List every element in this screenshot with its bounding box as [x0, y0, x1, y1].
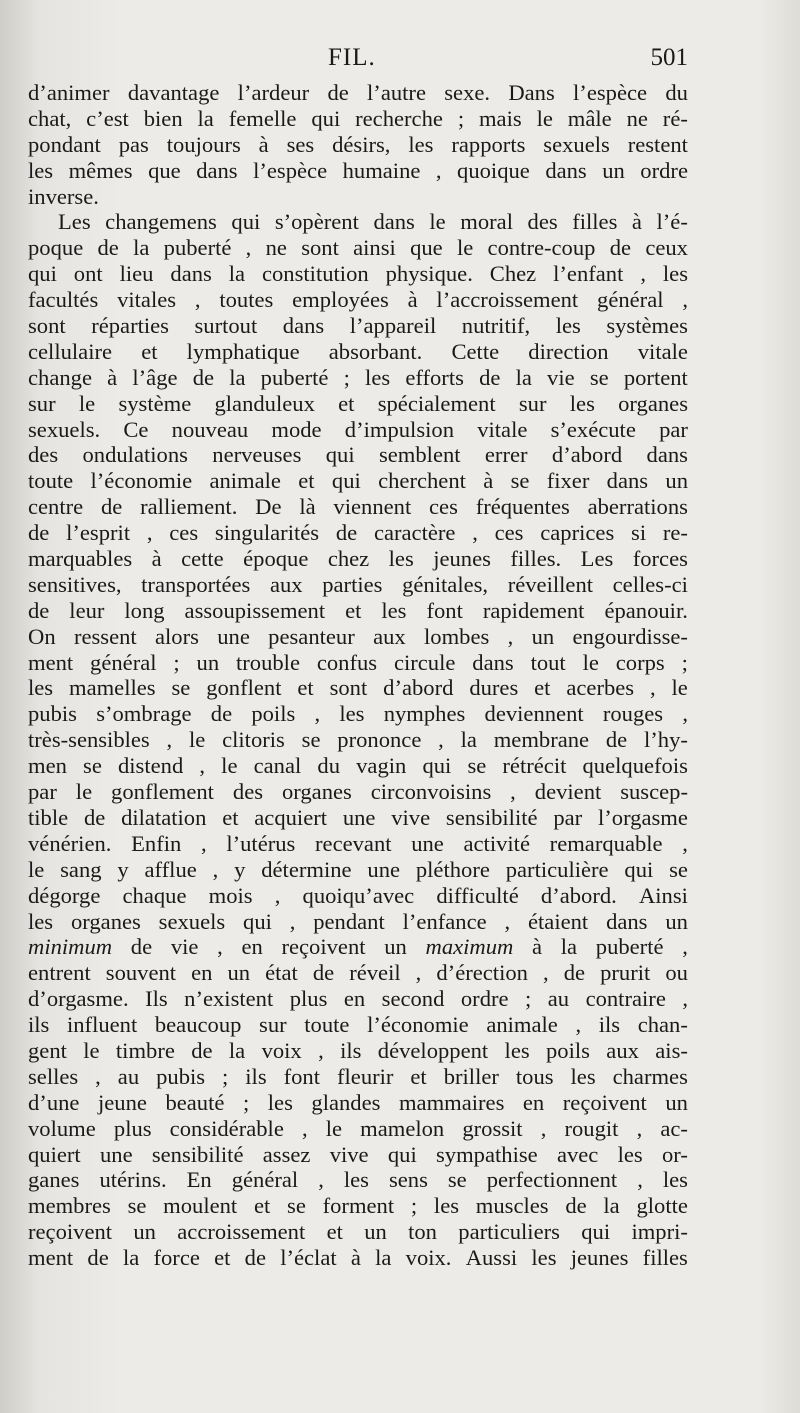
text-line: quiert une sensibilité assez vive qui sympathise avec les or-	[28, 1141, 688, 1167]
text-line: par le gonflement des organes circonvoisins , devient suscep-	[28, 779, 688, 805]
text-line: ment général ; un trouble confus circule dans tout le corps ;	[28, 649, 688, 675]
text-line: chat, c’est bien la femelle qui recherche ; mais le mâle ne ré-	[28, 105, 688, 131]
text-line: membres se moulent et se forment ; les muscles de la glotte	[28, 1193, 688, 1219]
text-line: tible de dilatation et acquiert une vive sensibilité par l’orgasme	[28, 804, 688, 830]
text-line: les mamelles se gonflent et sont d’abord dures et acerbes , le	[28, 675, 688, 701]
text-line: cellulaire et lymphatique absorbant. Cette direction vitale	[28, 338, 688, 364]
text-line: On ressent alors une pesanteur aux lombes , un engourdisse-	[28, 623, 688, 649]
text-line: qui ont lieu dans la constitution physique. Chez l’enfant , les	[28, 261, 688, 287]
body-text	[28, 80, 688, 1271]
text-line: vénérien. Enfin , l’utérus recevant une activité remarquable ,	[28, 830, 688, 856]
text-line: toute l’économie animale et qui cherchent à se fixer dans un	[28, 468, 688, 494]
text-line: poque de la puberté , ne sont ainsi que le contre-coup de ceux	[28, 235, 688, 261]
text-line: facultés vitales , toutes employées à l’accroissement général ,	[28, 287, 688, 313]
text-line: d’animer davantage l’ardeur de l’autre sexe. Dans l’espèce du	[28, 80, 688, 105]
text-line: gent le timbre de la voix , ils développent les poils aux ais-	[28, 1037, 688, 1063]
text-line: pondant pas toujours à ses désirs, les rapports sexuels restent	[28, 131, 688, 157]
text-line: sexuels. Ce nouveau mode d’impulsion vitale s’exécute par	[28, 416, 688, 442]
text-line: pubis s’ombrage de poils , les nymphes deviennent rouges ,	[28, 701, 688, 727]
text-line: men se distend , le canal du vagin qui se rétrécit quelquefois	[28, 753, 688, 779]
page-number: 501	[650, 44, 688, 71]
text-line: Les changemens qui s’opèrent dans le moral des filles à l’é-	[58, 209, 688, 235]
text-line: les organes sexuels qui , pendant l’enfance , étaient dans un	[28, 908, 688, 934]
text-line: des ondulations nerveuses qui semblent errer d’abord dans	[28, 442, 688, 468]
text-line: d’une jeune beauté ; les glandes mammaires en reçoivent un	[28, 1089, 688, 1115]
text-line: sensitives, transportées aux parties génitales, réveillent celles-ci	[28, 571, 688, 597]
text-line: ganes utérins. En général , les sens se perfectionnent , les	[28, 1167, 688, 1193]
page-header	[28, 44, 688, 78]
text-line: le sang y afflue , y détermine une pléthore particulière qui se	[28, 856, 688, 882]
text-line: minimum de vie , en reçoivent un maximum à la puberté ,	[28, 934, 688, 960]
text-line: ment de la force et de l’éclat à la voix. Aussi les jeunes filles	[28, 1245, 688, 1271]
text-line: d’orgasme. Ils n’existent plus en second ordre ; au contraire ,	[28, 986, 688, 1012]
text-line: ils influent beaucoup sur toute l’économie animale , ils chan-	[28, 1012, 688, 1038]
text-line: reçoivent un accroissement et un ton particuliers qui impri-	[28, 1219, 688, 1245]
text-line: selles , au pubis ; ils font fleurir et briller tous les charmes	[28, 1063, 688, 1089]
text-line: dégorge chaque mois , quoiqu’avec difficulté d’abord. Ainsi	[28, 882, 688, 908]
text-line: très-sensibles , le clitoris se prononce , la membrane de l’hy-	[28, 727, 688, 753]
text-line: change à l’âge de la puberté ; les efforts de la vie se portent	[28, 364, 688, 390]
text-line: volume plus considérable , le mamelon grossit , rougit , ac-	[28, 1115, 688, 1141]
running-head: FIL.	[328, 44, 376, 71]
text-line: entrent souvent en un état de réveil , d’érection , de prurit ou	[28, 960, 688, 986]
text-line: de l’esprit , ces singularités de caractère , ces caprices si re-	[28, 520, 688, 546]
text-line: inverse.	[28, 183, 105, 209]
text-line: marquables à cette époque chez les jeunes filles. Les forces	[28, 546, 688, 572]
text-line: de leur long assoupissement et les font rapidement épanouir.	[28, 597, 688, 623]
text-line: sont réparties surtout dans l’appareil nutritif, les systèmes	[28, 313, 688, 339]
text-line: sur le système glanduleux et spécialement sur les organes	[28, 390, 688, 416]
text-line: les mêmes que dans l’espèce humaine , quoique dans un ordre	[28, 157, 688, 183]
text-line: centre de ralliement. De là viennent ces fréquentes aberrations	[28, 494, 688, 520]
